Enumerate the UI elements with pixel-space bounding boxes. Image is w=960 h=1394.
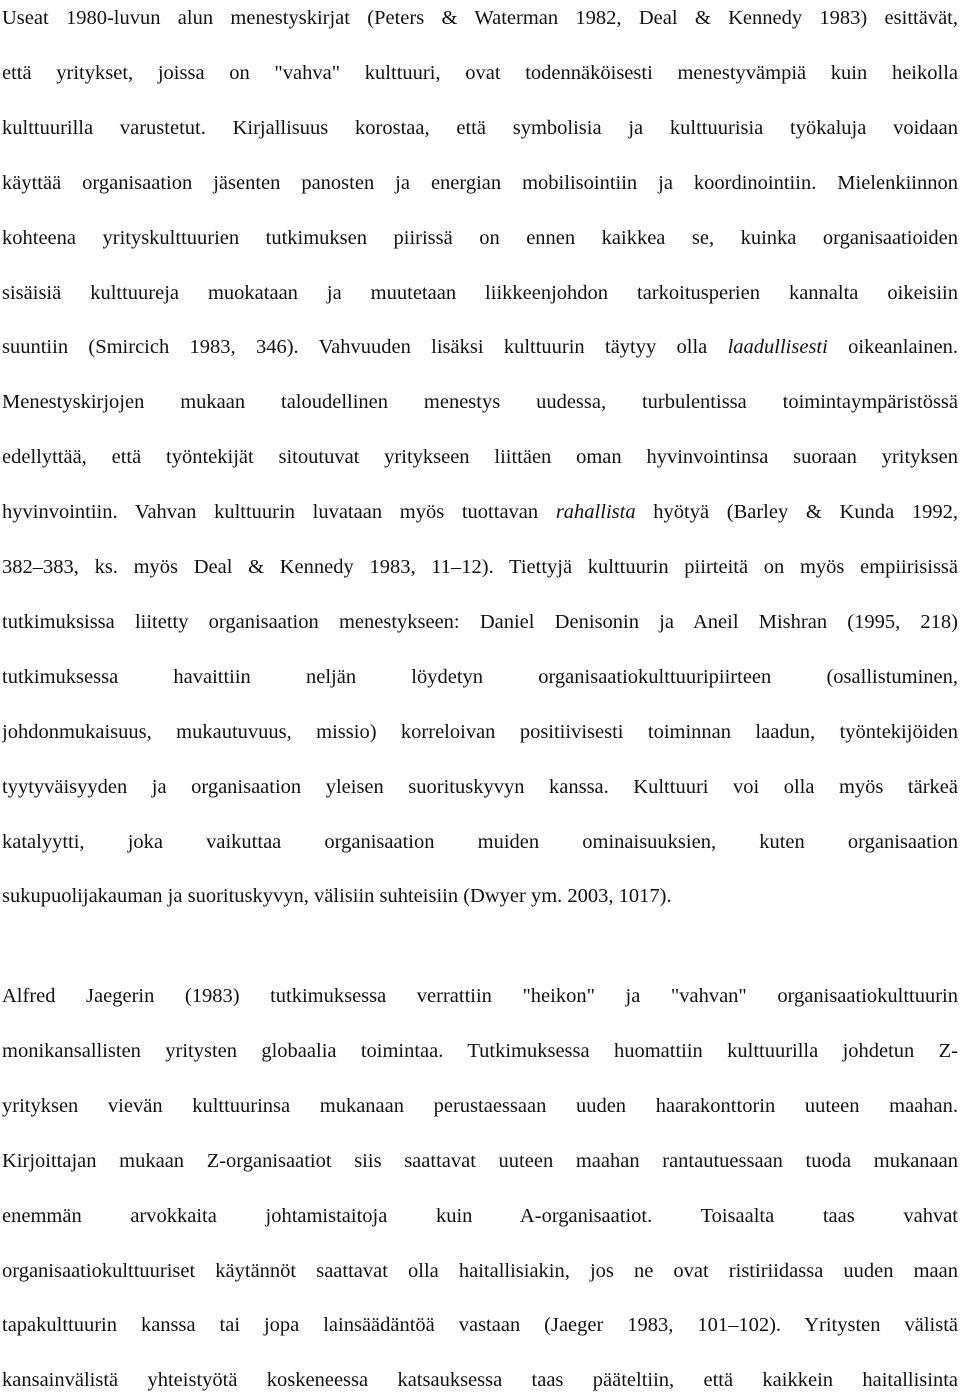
text-line [2,1037,958,1065]
text-line [2,443,958,471]
text-line [2,333,958,361]
text-line [2,882,958,910]
text-line [2,718,958,746]
text-run: kulttuurilla varustetut. Kirjallisuus korostaa, että symbolisia ja kulttuurisia työkaluja voidaan [2,116,958,139]
text-run: katalyytti, joka vaikuttaa organisaation muiden ominaisuuksien, kuten organisaation [2,830,958,853]
text-line [2,59,958,87]
text-run: käyttää organisaation jäsenten panosten ja energian mobilisointiin ja koordinointiin. Mielenkiinnon [2,171,958,194]
text-line [2,1092,958,1120]
text-run: Useat 1980-luvun alun menestyskirjat (Peters & Waterman 1982, Deal & Kennedy 1983) esittävät, [2,7,958,29]
text-line [2,169,958,197]
text-line [2,1202,958,1230]
text-run: että yritykset, joissa on "vahva" kulttuuri, ovat todennäköisesti menestyvämpiä kuin heikolla [2,61,958,84]
text-line [2,773,958,801]
text-line [2,1257,958,1285]
text-run: Kirjoittajan mukaan Z-organisaatiot siis saattavat uuteen maahan rantautuessaan tuoda mukanaan [2,1149,958,1172]
text-run: monikansallisten yritysten globaalia toimintaa. Tutkimuksessa huomattiin kulttuurilla johdetun Z- [2,1039,958,1062]
text-line [2,982,958,1010]
text-line [2,1311,958,1339]
text-run: johdonmukaisuus, mukautuvuus, missio) korreloivan positiivisesti toiminnan laadun, työntekijöiden [2,720,958,743]
text-run: sisäisiä kulttuureja muokataan ja muutetaan liikkeenjohdon tarkoitusperien kannalta oikeisiin [2,281,958,304]
text-run: hyvinvointiin. Vahvan kulttuurin luvataan myös tuottavan [2,501,556,524]
text-line [2,553,958,581]
text-run: tutkimuksessa havaittiin neljän löydetyn organisaatiokulttuuripiirteen (osallistuminen, [2,665,958,688]
text-line [2,279,958,307]
text-line [2,498,958,526]
text-run: tutkimuksissa liitetty organisaation menestykseen: Daniel Denisonin ja Aneil Mishran (1995, 218) [2,610,958,633]
text-run: 382–383, ks. myös Deal & Kennedy 1983, 11–12). Tiettyjä kulttuurin piirteitä on myös empiirisissä [2,556,958,578]
text-run: tapakulttuurin kanssa tai jopa lainsäädäntöä vastaan (Jaeger 1983, 101–102). Yritysten välistä [2,1314,958,1337]
text-run: Menestyskirjojen mukaan taloudellinen menestys uudessa, turbulentissa toimintaympäristössä [2,391,958,414]
text-run: Alfred Jaegerin (1983) tutkimuksessa verrattiin "heikon" ja "vahvan" organisaatiokulttuurin [2,985,958,1007]
text-run: organisaatiokulttuuriset käytännöt saattavat olla haitallisiakin, jos ne ovat ristiriidassa uuden maan [2,1259,958,1282]
text-line [2,1366,958,1394]
text-run: yrityksen vievän kulttuurinsa mukanaan perustaessaan uuden haarakonttorin uuteen maahan. [2,1094,958,1117]
text-run: suuntiin (Smircich 1983, 346). Vahvuuden lisäksi kulttuurin täytyy olla [2,336,728,359]
text-run: kansainvälistä yhteistyötä koskeneessa katsauksessa taas pääteltiin, että kaikkein haitallisinta [2,1369,958,1392]
italic-text: rahallista [555,501,636,524]
text-line [2,663,958,691]
text-line [2,114,958,142]
text-run: edellyttää, että työntekijät sitoutuvat yritykseen liittäen oman hyvinvointinsa suoraan yrityksen [2,446,958,469]
text-run: tyytyväisyyden ja organisaation yleisen suorituskyvyn kanssa. Kulttuuri voi olla myös tärkeä [2,775,958,798]
italic-text: laadullisesti [727,336,828,359]
text-line [2,4,958,32]
text-run: enemmän arvokkaita johtamistaitoja kuin A-organisaatiot. Toisaalta taas vahvat [2,1204,958,1227]
text-run: kohteena yrityskulttuurien tutkimuksen piirissä on ennen kaikkea se, kuinka organisaatioiden [2,226,958,249]
text-line [2,224,958,252]
text-line [2,608,958,636]
text-run: hyötyä (Barley & Kunda 1992, [635,501,958,524]
text-line [2,388,958,416]
text-run: oikeanlainen. [827,336,958,359]
text-line [2,1147,958,1175]
text-run: sukupuolijakauman ja suorituskyvyn, välisiin suhteisiin (Dwyer ym. 2003, 1017). [2,885,672,908]
text-line [2,828,958,856]
